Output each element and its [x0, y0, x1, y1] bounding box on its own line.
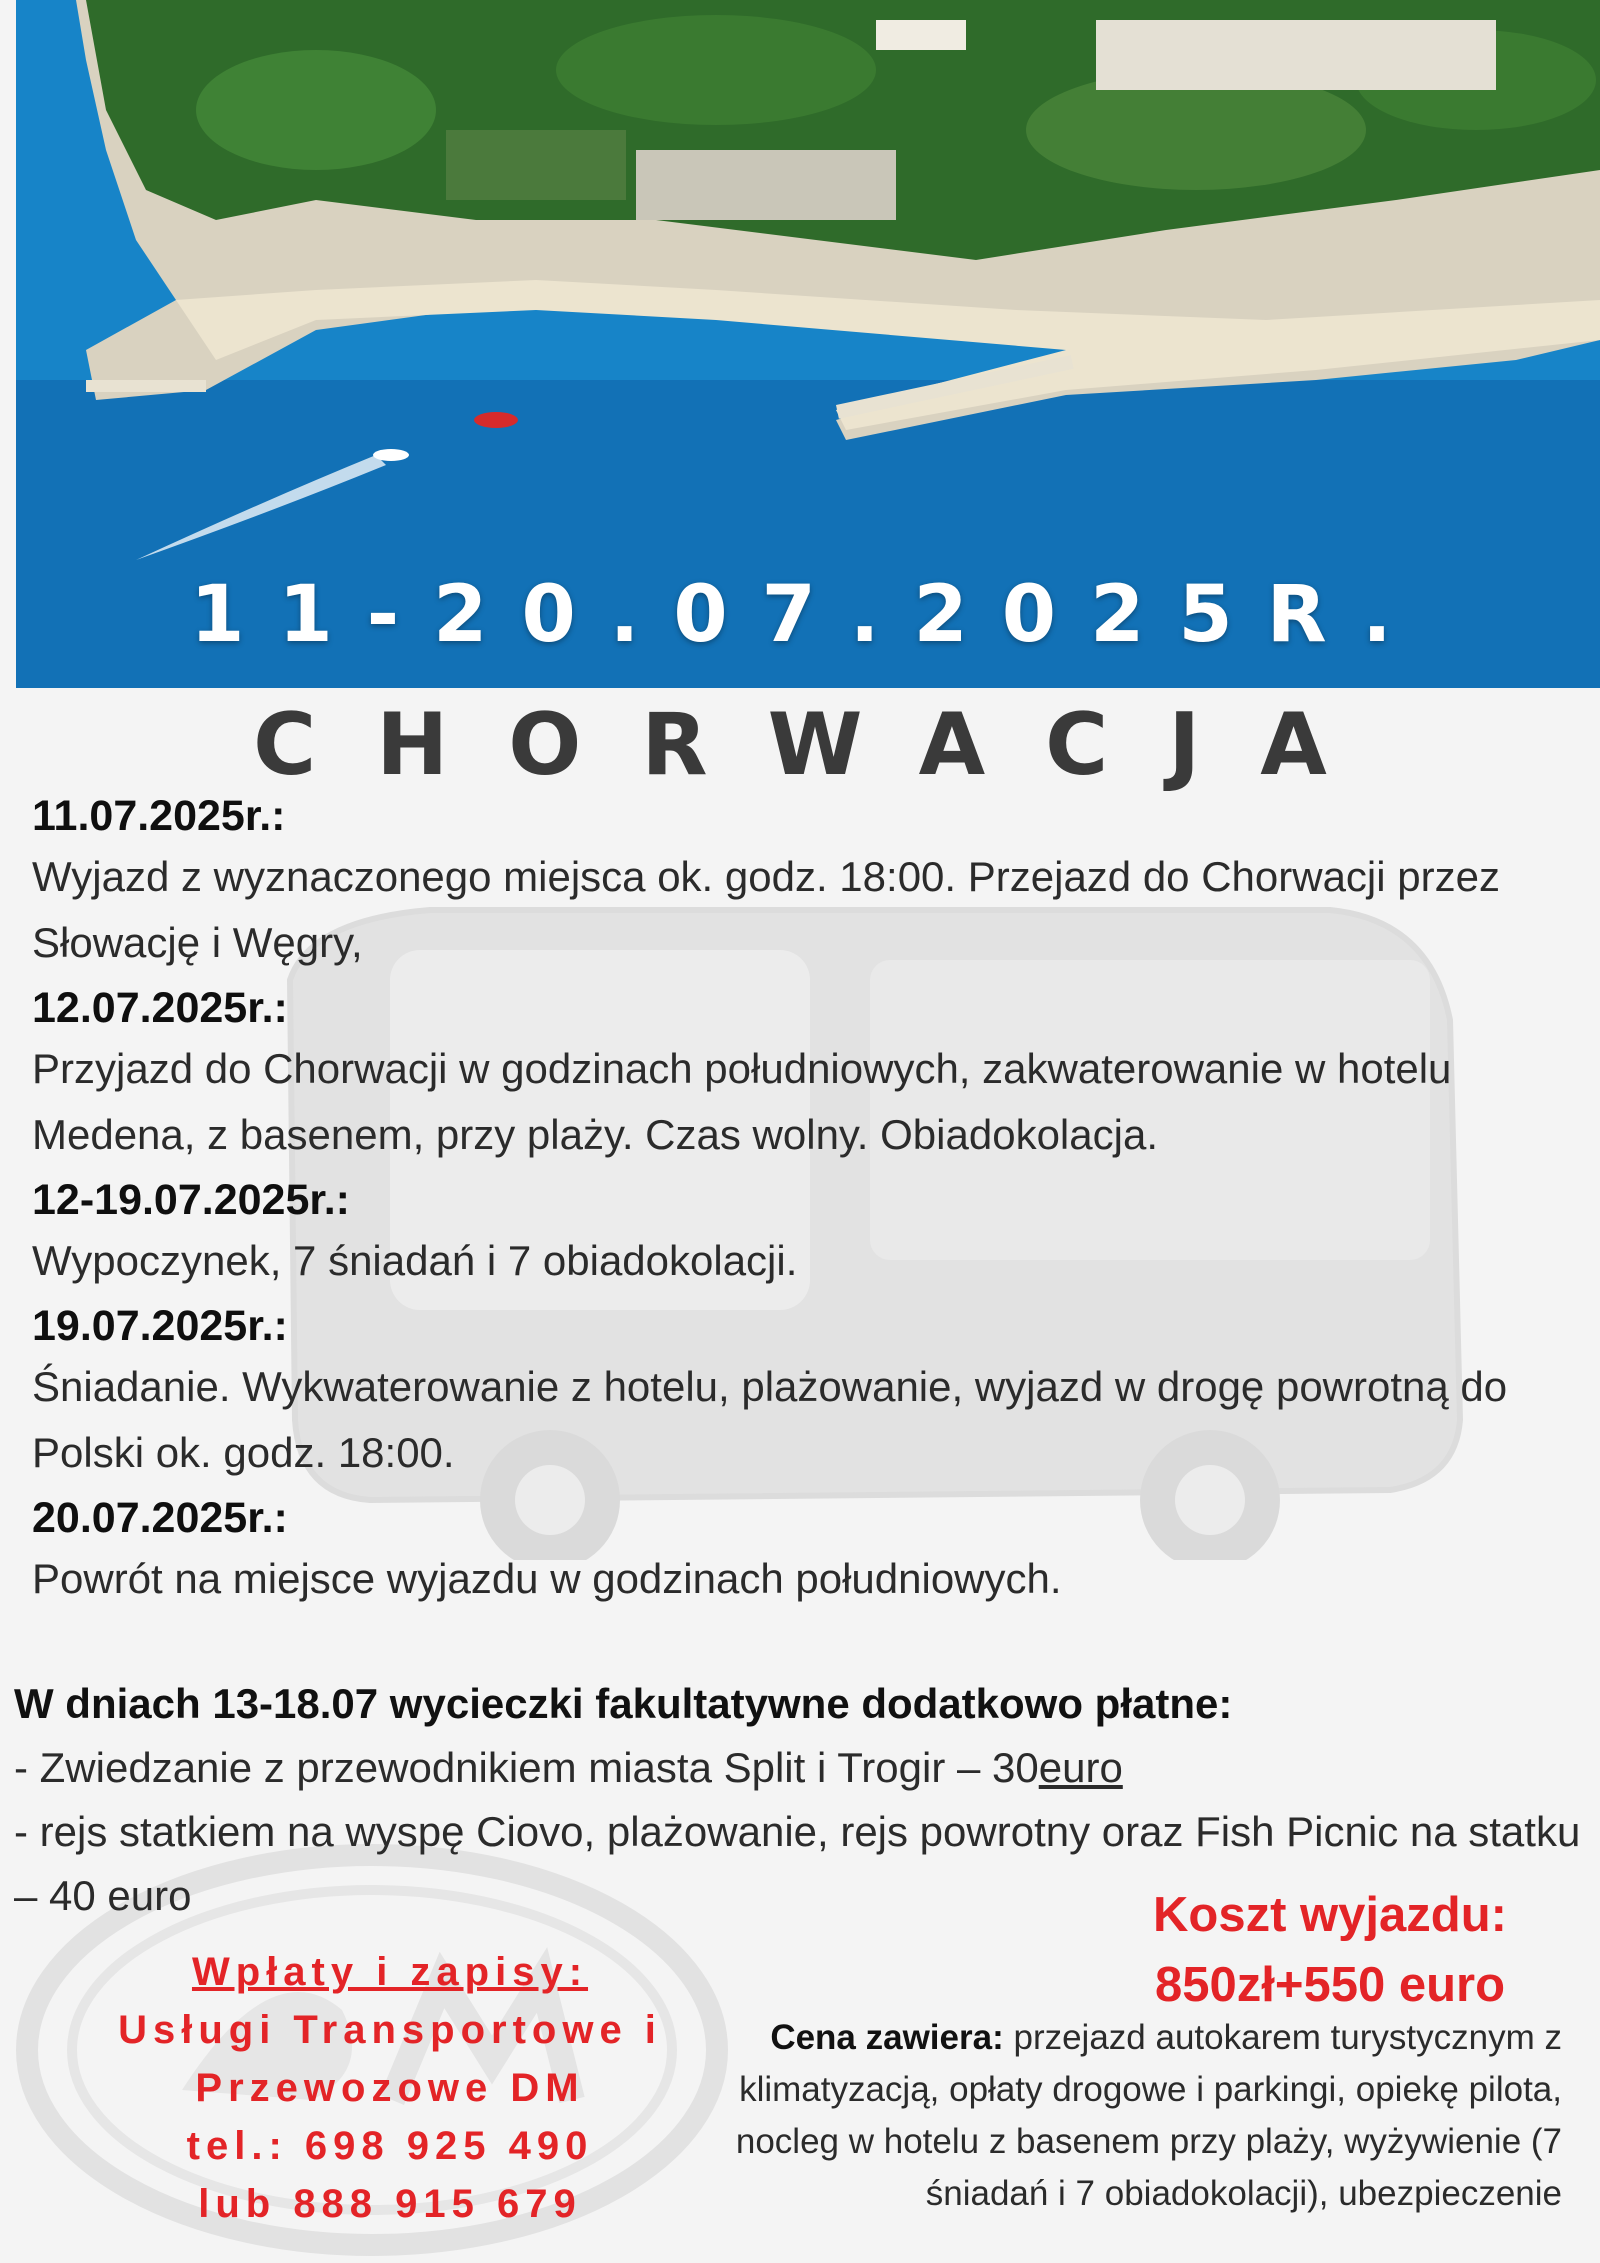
- company-name-line2: Przewozowe DM: [195, 2066, 585, 2110]
- itinerary-day-date: 19.07.2025r.:: [32, 1302, 288, 1350]
- itinerary-day-date: 11.07.2025r.:: [32, 792, 286, 840]
- company-name-line1: Usługi Transportowe i: [118, 2008, 662, 2052]
- trip-date-banner: 11-20.07.2025R.: [190, 570, 1426, 660]
- price-label: Koszt wyjazdu:: [1153, 1888, 1507, 1942]
- excursion-price-unit: euro: [1038, 1744, 1123, 1791]
- itinerary-day-date: 12-19.07.2025r.:: [32, 1176, 350, 1224]
- itinerary-day-description: Śniadanie. Wykwaterowanie z hotelu, plażowanie, wyjazd w drogę powrotną do Polski ok. godz. 18:00.: [32, 1363, 1508, 1476]
- excursions-heading: W dniach 13-18.07 wycieczki fakultatywne dodatkowo płatne:: [14, 1680, 1233, 1727]
- itinerary-day-description: Wypoczynek, 7 śniadań i 7 obiadokolacji.: [32, 1237, 798, 1284]
- price-includes-label: Cena zawiera:: [770, 2018, 1004, 2057]
- itinerary: [32, 788, 1572, 1616]
- excursion-item-split-trogir: [14, 1736, 1584, 1800]
- price-block: [1080, 1880, 1580, 2020]
- itinerary-day-date: 20.07.2025r.:: [32, 1494, 288, 1542]
- itinerary-day-description: Przyjazd do Chorwacji w godzinach południowych, zakwaterowanie w hotelu Medena, z basenem, przy plaży. Czas wolny. Obiadokolacja.: [32, 1045, 1452, 1158]
- hero-photo: [16, 0, 1600, 688]
- excursion-item-text: - Zwiedzanie z przewodnikiem miasta Split i Trogir – 30: [14, 1744, 1039, 1791]
- itinerary-day-date: 12.07.2025r.:: [32, 984, 288, 1032]
- phone-secondary: lub 888 915 679: [198, 2182, 582, 2226]
- price-includes: [720, 2012, 1562, 2220]
- itinerary-day-description: Powrót na miejsce wyjazdu w godzinach południowych.: [32, 1555, 1062, 1602]
- contact-heading: Wpłaty i zapisy:: [191, 1950, 589, 1994]
- excursion-item-ciovo-cruise: - rejs statkiem na wyspę Ciovo, plażowanie, rejs powrotny oraz Fish Picnic na statku – 40 euro: [14, 1808, 1581, 1919]
- contact-block: [60, 1943, 720, 2233]
- phone-primary: tel.: 698 925 490: [186, 2124, 594, 2168]
- price-value: 850zł+550 euro: [1154, 1958, 1506, 2012]
- price-includes-text: przejazd autokarem turystycznym z klimatyzacją, opłaty drogowe i parkingi, opiekę pilota, nocleg w hotelu z basenem przy plaży, wyżywienie (7 śniadań i 7 obiadokolacji), ubezpieczenie: [735, 2018, 1562, 2213]
- itinerary-day-description: Wyjazd z wyznaczonego miejsca ok. godz. 18:00. Przejazd do Chorwacji przez Słowację i Węgry,: [32, 853, 1500, 966]
- page-title: CHORWACJA: [253, 695, 1387, 795]
